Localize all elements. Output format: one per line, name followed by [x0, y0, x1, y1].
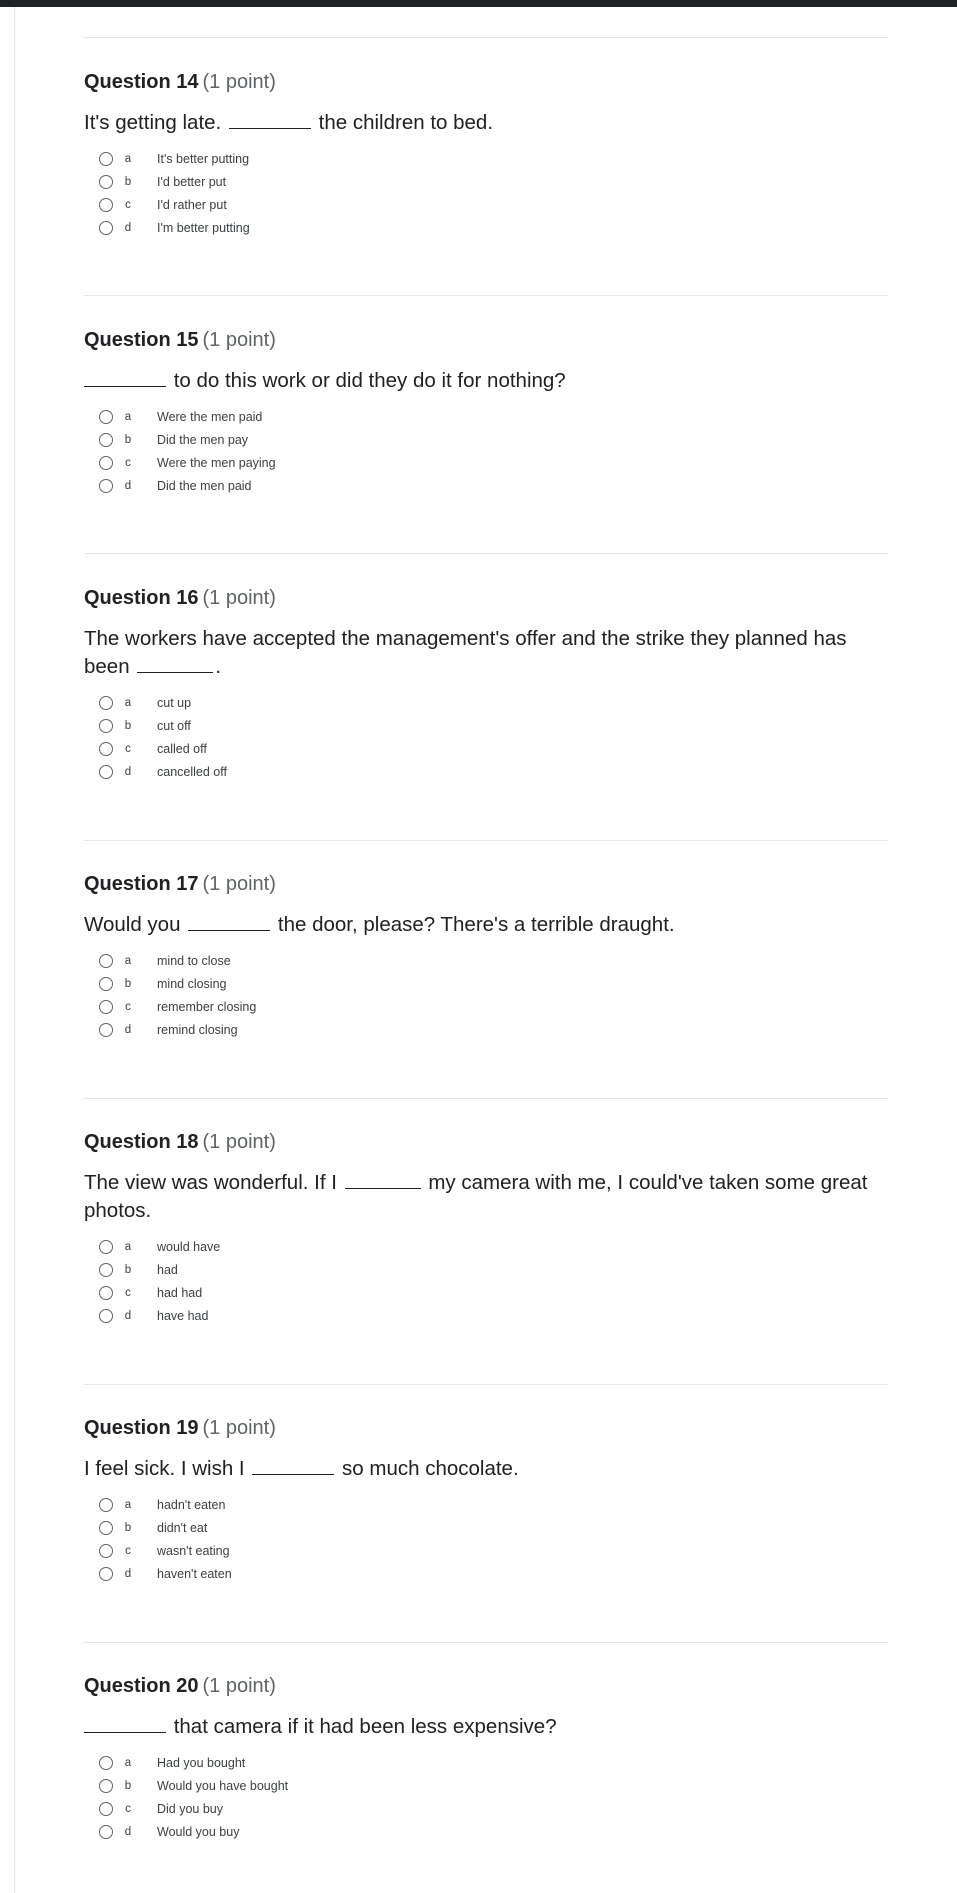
option-letter: a — [124, 954, 132, 967]
option-label[interactable]: called off — [157, 741, 207, 756]
option-c[interactable] — [84, 193, 888, 216]
option-label[interactable]: have had — [157, 1308, 209, 1323]
answer-blank — [252, 1457, 334, 1475]
question-title — [84, 327, 888, 353]
question-17 — [84, 871, 888, 1041]
question-prompt — [84, 1169, 888, 1225]
option-letter: c — [125, 1000, 131, 1013]
answer-options — [84, 1751, 888, 1843]
option-label[interactable]: remind closing — [157, 1022, 238, 1037]
option-d[interactable] — [84, 216, 888, 239]
option-letter: b — [124, 433, 132, 446]
radio-button[interactable] — [99, 719, 113, 733]
option-letter: c — [125, 742, 131, 755]
option-label[interactable]: Did you buy — [157, 1801, 224, 1816]
question-18 — [84, 1129, 888, 1327]
option-c[interactable] — [84, 1797, 888, 1820]
option-label[interactable]: remember closing — [157, 999, 257, 1014]
option-label[interactable]: cut up — [157, 695, 192, 710]
prompt-text: my camera with me, I could've taken some great photos. — [84, 1171, 868, 1222]
option-letter: d — [124, 1023, 132, 1036]
question-points: (1 point) — [202, 1675, 276, 1697]
question-divider — [84, 1384, 888, 1385]
radio-button[interactable] — [99, 410, 113, 424]
question-divider — [84, 840, 888, 841]
option-label[interactable]: mind to close — [157, 953, 231, 968]
radio-button[interactable] — [99, 977, 113, 991]
option-label[interactable]: I'm better putting — [157, 220, 250, 235]
option-letter: d — [124, 1567, 132, 1580]
question-number: Question 17 — [84, 873, 199, 895]
radio-button[interactable] — [99, 1567, 113, 1581]
option-label[interactable]: It's better putting — [157, 151, 250, 166]
option-label[interactable]: Were the men paid — [157, 409, 263, 424]
option-a[interactable] — [84, 147, 888, 170]
question-number: Question 20 — [84, 1675, 199, 1697]
answer-blank — [345, 1171, 421, 1189]
question-title — [84, 1129, 888, 1155]
option-letter: b — [124, 175, 132, 188]
radio-button[interactable] — [99, 1240, 113, 1254]
radio-button[interactable] — [99, 221, 113, 235]
option-letter: d — [124, 221, 132, 234]
option-b[interactable] — [84, 1258, 888, 1281]
prompt-text: that camera if it had been less expensive? — [168, 1715, 557, 1738]
option-letter: b — [124, 1263, 132, 1276]
option-label[interactable]: haven't eaten — [157, 1566, 232, 1581]
option-label[interactable]: I'd rather put — [157, 197, 227, 212]
option-letter: d — [124, 1825, 132, 1838]
question-title — [84, 69, 888, 95]
option-label[interactable]: wasn't eating — [157, 1543, 230, 1558]
answer-blank — [84, 369, 166, 387]
question-divider — [84, 1642, 888, 1643]
question-19 — [84, 1415, 888, 1585]
radio-button[interactable] — [99, 456, 113, 470]
question-number: Question 18 — [84, 1131, 199, 1153]
option-letter: a — [124, 410, 132, 423]
option-label[interactable]: I'd better put — [157, 174, 227, 189]
option-label[interactable]: Would you buy — [157, 1824, 240, 1839]
option-c[interactable] — [84, 451, 888, 474]
prompt-text: the children to bed. — [312, 111, 494, 134]
option-b[interactable] — [84, 428, 888, 451]
question-prompt — [84, 911, 888, 939]
prompt-text: The view was wonderful. If I — [84, 1171, 343, 1194]
question-divider — [84, 295, 888, 296]
option-label[interactable]: Would you have bought — [157, 1778, 289, 1793]
question-number: Question 15 — [84, 329, 199, 351]
option-letter: b — [124, 977, 132, 990]
option-letter: d — [124, 1309, 132, 1322]
prompt-text: I feel sick. I wish I — [84, 1457, 251, 1480]
prompt-text: . — [215, 655, 222, 678]
option-letter: b — [124, 1521, 132, 1534]
option-a[interactable] — [84, 1751, 888, 1774]
radio-button[interactable] — [99, 1802, 113, 1816]
option-label[interactable]: had had — [157, 1285, 203, 1300]
left-border — [14, 7, 15, 1893]
answer-options — [84, 1235, 888, 1327]
question-20 — [84, 1673, 888, 1843]
radio-button[interactable] — [99, 1286, 113, 1300]
option-label[interactable]: had — [157, 1262, 178, 1277]
answer-options — [84, 147, 888, 239]
prompt-text: the door, please? There's a terrible draught. — [272, 913, 675, 936]
radio-button[interactable] — [99, 1000, 113, 1014]
answer-blank — [188, 913, 270, 931]
radio-button[interactable] — [99, 175, 113, 189]
option-label[interactable]: cancelled off — [157, 764, 227, 779]
option-a[interactable] — [84, 691, 888, 714]
radio-button[interactable] — [99, 954, 113, 968]
option-a[interactable] — [84, 1493, 888, 1516]
option-c[interactable] — [84, 737, 888, 760]
question-prompt — [84, 1455, 888, 1483]
option-a[interactable] — [84, 405, 888, 428]
question-title — [84, 1415, 888, 1441]
prompt-text: to do this work or did they do it for nothing? — [168, 369, 566, 392]
option-letter: d — [124, 765, 132, 778]
option-letter: d — [124, 479, 132, 492]
radio-button[interactable] — [99, 1779, 113, 1793]
question-prompt — [84, 1713, 888, 1741]
radio-button[interactable] — [99, 1825, 113, 1839]
question-title — [84, 871, 888, 897]
option-letter: a — [124, 152, 132, 165]
option-label[interactable]: Were the men paying — [157, 455, 276, 470]
prompt-text: The workers have accepted the management's offer and the strike they planned has been — [84, 627, 847, 678]
prompt-text: so much chocolate. — [336, 1457, 519, 1480]
option-b[interactable] — [84, 170, 888, 193]
option-b[interactable] — [84, 1774, 888, 1797]
option-letter: c — [125, 456, 131, 469]
option-label[interactable]: Did the men paid — [157, 478, 252, 493]
option-b[interactable] — [84, 1516, 888, 1539]
prompt-text: Would you — [84, 913, 187, 936]
answer-blank — [229, 111, 311, 129]
answer-options — [84, 949, 888, 1041]
radio-button[interactable] — [99, 1498, 113, 1512]
option-label[interactable]: didn't eat — [157, 1520, 208, 1535]
option-letter: a — [124, 696, 132, 709]
question-15 — [84, 327, 888, 497]
option-c[interactable] — [84, 1539, 888, 1562]
option-letter: c — [125, 1286, 131, 1299]
question-divider — [84, 37, 888, 38]
radio-button[interactable] — [99, 198, 113, 212]
option-letter: c — [125, 1802, 131, 1815]
option-d[interactable] — [84, 1018, 888, 1041]
top-bar — [0, 0, 957, 7]
option-label[interactable]: mind closing — [157, 976, 227, 991]
option-b[interactable] — [84, 972, 888, 995]
question-points: (1 point) — [202, 587, 276, 609]
question-prompt — [84, 109, 888, 137]
radio-button[interactable] — [99, 152, 113, 166]
radio-button[interactable] — [99, 433, 113, 447]
question-title — [84, 1673, 888, 1699]
option-a[interactable] — [84, 1235, 888, 1258]
radio-button[interactable] — [99, 479, 113, 493]
question-points: (1 point) — [202, 1131, 276, 1153]
question-points: (1 point) — [202, 873, 276, 895]
option-letter: b — [124, 1779, 132, 1792]
option-letter: a — [124, 1498, 132, 1511]
option-letter: b — [124, 719, 132, 732]
answer-options — [84, 405, 888, 497]
option-letter: a — [124, 1240, 132, 1253]
option-d[interactable] — [84, 1304, 888, 1327]
radio-button[interactable] — [99, 1023, 113, 1037]
question-16 — [84, 585, 888, 783]
question-prompt — [84, 625, 888, 681]
radio-button[interactable] — [99, 742, 113, 756]
radio-button[interactable] — [99, 696, 113, 710]
question-divider — [84, 553, 888, 554]
question-title — [84, 585, 888, 611]
option-d[interactable] — [84, 1820, 888, 1843]
option-label[interactable]: Had you bought — [157, 1755, 246, 1770]
option-letter: c — [125, 198, 131, 211]
question-divider — [84, 1098, 888, 1099]
question-prompt — [84, 367, 888, 395]
answer-options — [84, 691, 888, 783]
question-number: Question 14 — [84, 71, 199, 93]
question-points: (1 point) — [202, 329, 276, 351]
answer-blank — [137, 655, 213, 673]
option-d[interactable] — [84, 760, 888, 783]
option-label[interactable]: hadn't eaten — [157, 1497, 226, 1512]
option-letter: a — [124, 1756, 132, 1769]
question-number: Question 19 — [84, 1417, 199, 1439]
option-label[interactable]: cut off — [157, 718, 191, 733]
radio-button[interactable] — [99, 765, 113, 779]
option-label[interactable]: would have — [157, 1239, 221, 1254]
option-a[interactable] — [84, 949, 888, 972]
radio-button[interactable] — [99, 1263, 113, 1277]
radio-button[interactable] — [99, 1544, 113, 1558]
question-points: (1 point) — [202, 71, 276, 93]
option-d[interactable] — [84, 474, 888, 497]
prompt-text: It's getting late. — [84, 111, 227, 134]
answer-blank — [84, 1715, 166, 1733]
question-points: (1 point) — [202, 1417, 276, 1439]
radio-button[interactable] — [99, 1756, 113, 1770]
question-number: Question 16 — [84, 587, 199, 609]
option-label[interactable]: Did the men pay — [157, 432, 249, 447]
option-c[interactable] — [84, 995, 888, 1018]
option-c[interactable] — [84, 1281, 888, 1304]
option-d[interactable] — [84, 1562, 888, 1585]
radio-button[interactable] — [99, 1521, 113, 1535]
option-b[interactable] — [84, 714, 888, 737]
option-letter: c — [125, 1544, 131, 1557]
question-14 — [84, 69, 888, 239]
answer-options — [84, 1493, 888, 1585]
radio-button[interactable] — [99, 1309, 113, 1323]
